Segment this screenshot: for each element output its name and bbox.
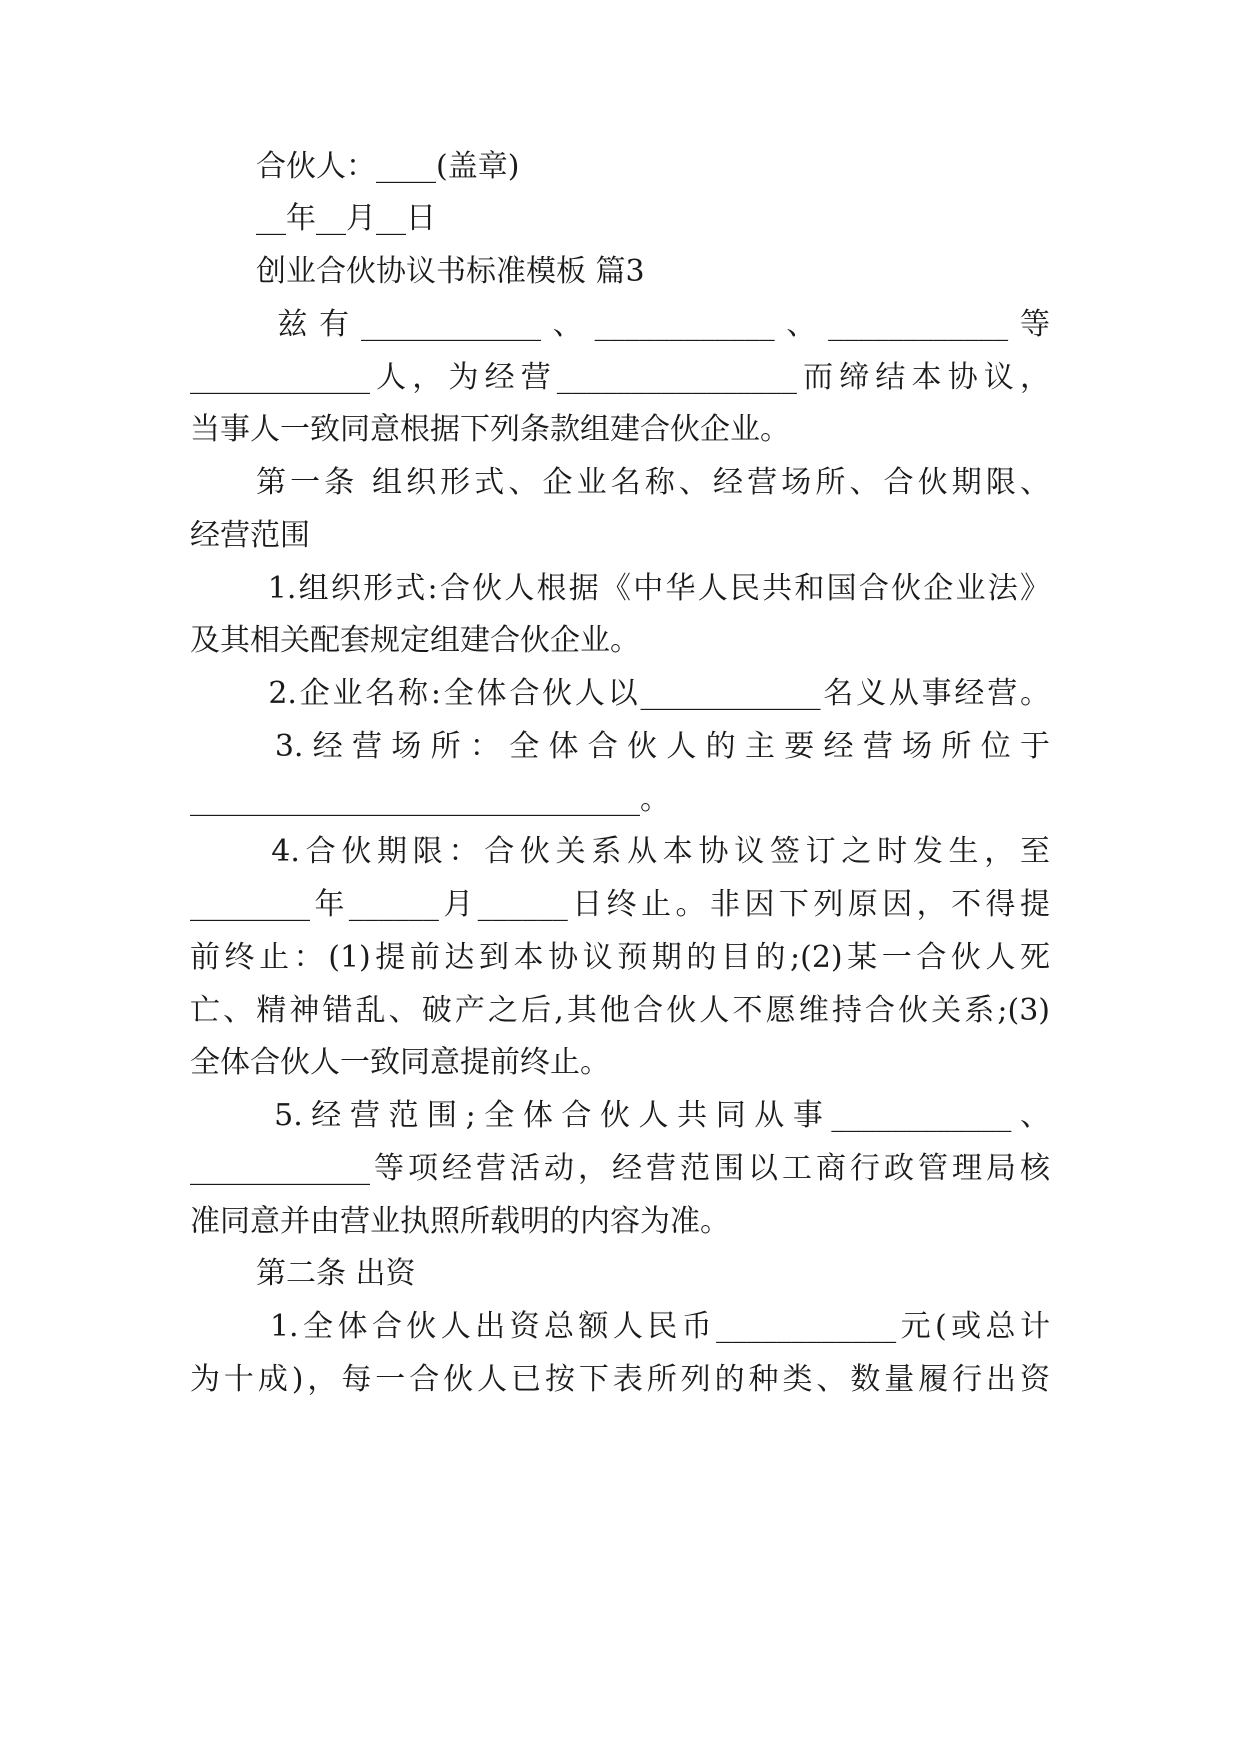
partner-seal-line: 合伙人：____(盖章) [256,149,520,184]
article-heading: 第一条 组织形式、企业名称、经营场所、合伙期限、 [256,465,1050,500]
article-heading: 经营范围 [190,518,310,553]
clause-line: 2.企业名称:全体合伙人以____________名义从事经营。 [256,676,1050,711]
clause-line: 4.合伙期限：合伙关系从本协议签订之时发生，至 [256,834,1050,869]
paragraph-line: 当事人一致同意根据下列条款组建合伙企业。 [190,412,790,447]
paragraph-line: 兹有____________、____________、____________等 [256,307,1050,342]
clause-line: 及其相关配套规定组建合伙企业。 [190,623,640,658]
article-heading: 第二条 出资 [256,1256,416,1291]
section-title: 创业合伙协议书标准模板 篇3 [256,254,645,289]
clause-line: 1.全体合伙人出资总额人民币____________元(或总计 [256,1309,1050,1344]
clause-line: 3.经营场所：全体合伙人的主要经营场所位于 [256,729,1050,764]
clause-line: 全体合伙人一致同意提前终止。 [190,1045,610,1080]
clause-line: ____________等项经营活动，经营范围以工商行政管理局核 [190,1151,1050,1186]
clause-line: 为十成)，每一合伙人已按下表所列的种类、数量履行出资 [190,1362,1050,1397]
paragraph-line: ____________人，为经营________________而缔结本协议， [190,360,1050,395]
clause-line: 1.组织形式:合伙人根据《中华人民共和国合伙企业法》 [256,571,1050,606]
clause-line: ______________________________。 [190,782,670,817]
clause-line: 准同意并由营业执照所载明的内容为准。 [190,1204,730,1239]
clause-line: 5.经营范围;全体合伙人共同从事____________、 [256,1098,1050,1133]
clause-line: 前终止：(1)提前达到本协议预期的目的;(2)某一合伙人死 [190,940,1050,975]
clause-line: ________年______月______日终止。非因下列原因，不得提 [190,887,1050,922]
date-line: __年__月__日 [256,201,436,236]
clause-line: 亡、精神错乱、破产之后,其他合伙人不愿维持合伙关系;(3) [190,993,1050,1028]
